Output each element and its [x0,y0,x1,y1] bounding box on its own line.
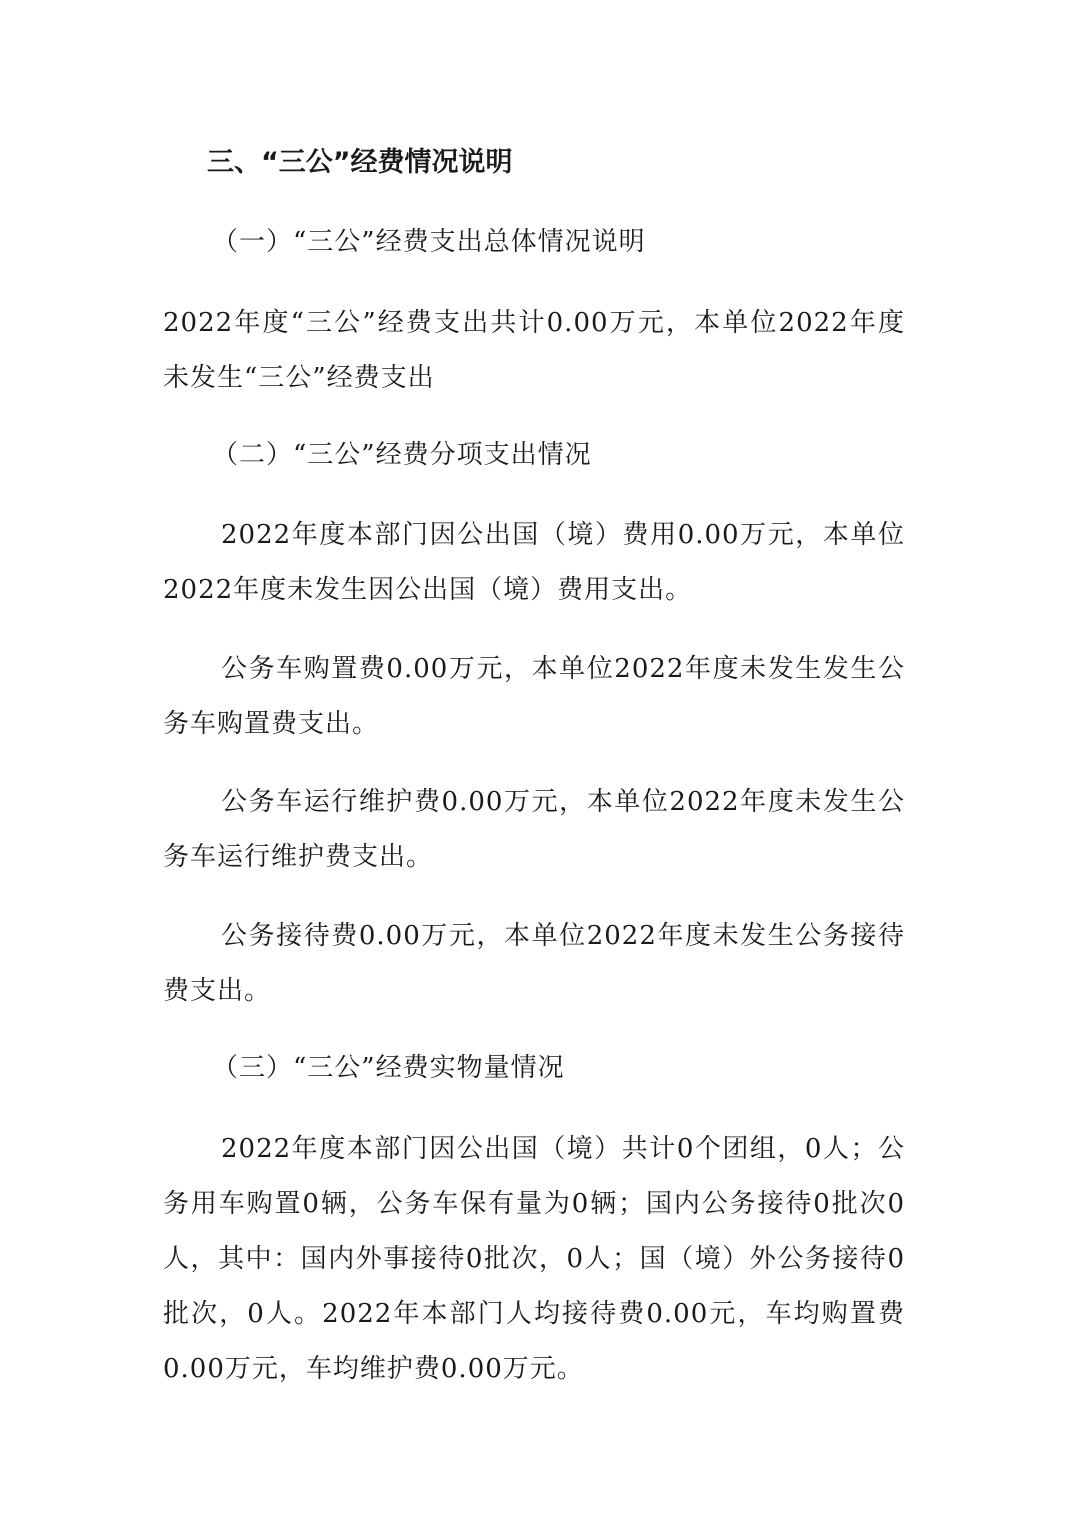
paragraph-overseas-travel: 2022年度本部门因公出国（境）费用0.00万元，本单位2022年度未发生因公出国（境）费用支出。 [163,520,905,605]
section-heading: 三、“三公”经费情况说明 [207,147,513,178]
paragraph-reception: 公务接待费0.00万元，本单位2022年度未发生公务接待费支出。 [163,921,905,1006]
subsection-title-overall: （一）“三公”经费支出总体情况说明 [212,227,646,257]
paragraph-vehicle-maintenance: 公务车运行维护费0.00万元，本单位2022年度未发生公务车运行维护费支出。 [163,787,905,872]
paragraph-overall: 2022年度“三公”经费支出共计0.00万元，本单位2022年度未发生“三公”经费支出 [163,308,905,393]
paragraph-physical-quantity: 2022年度本部门因公出国（境）共计0个团组，0人；公务用车购置0辆，公务车保有量为0辆；国内公务接待0批次0人，其中：国内外事接待0批次，0人；国（境）外公务接待0批次，0人。2022年本部门人均接待费0.00元，车均购置费0.00万元，车均维护费0.00万元。 [163,1134,905,1384]
paragraph-vehicle-purchase: 公务车购置费0.00万元，本单位2022年度未发生发生公务车购置费支出。 [163,654,905,739]
subsection-title-itemized: （二）“三公”经费分项支出情况 [212,440,592,470]
subsection-title-physical: （三）“三公”经费实物量情况 [212,1053,565,1083]
